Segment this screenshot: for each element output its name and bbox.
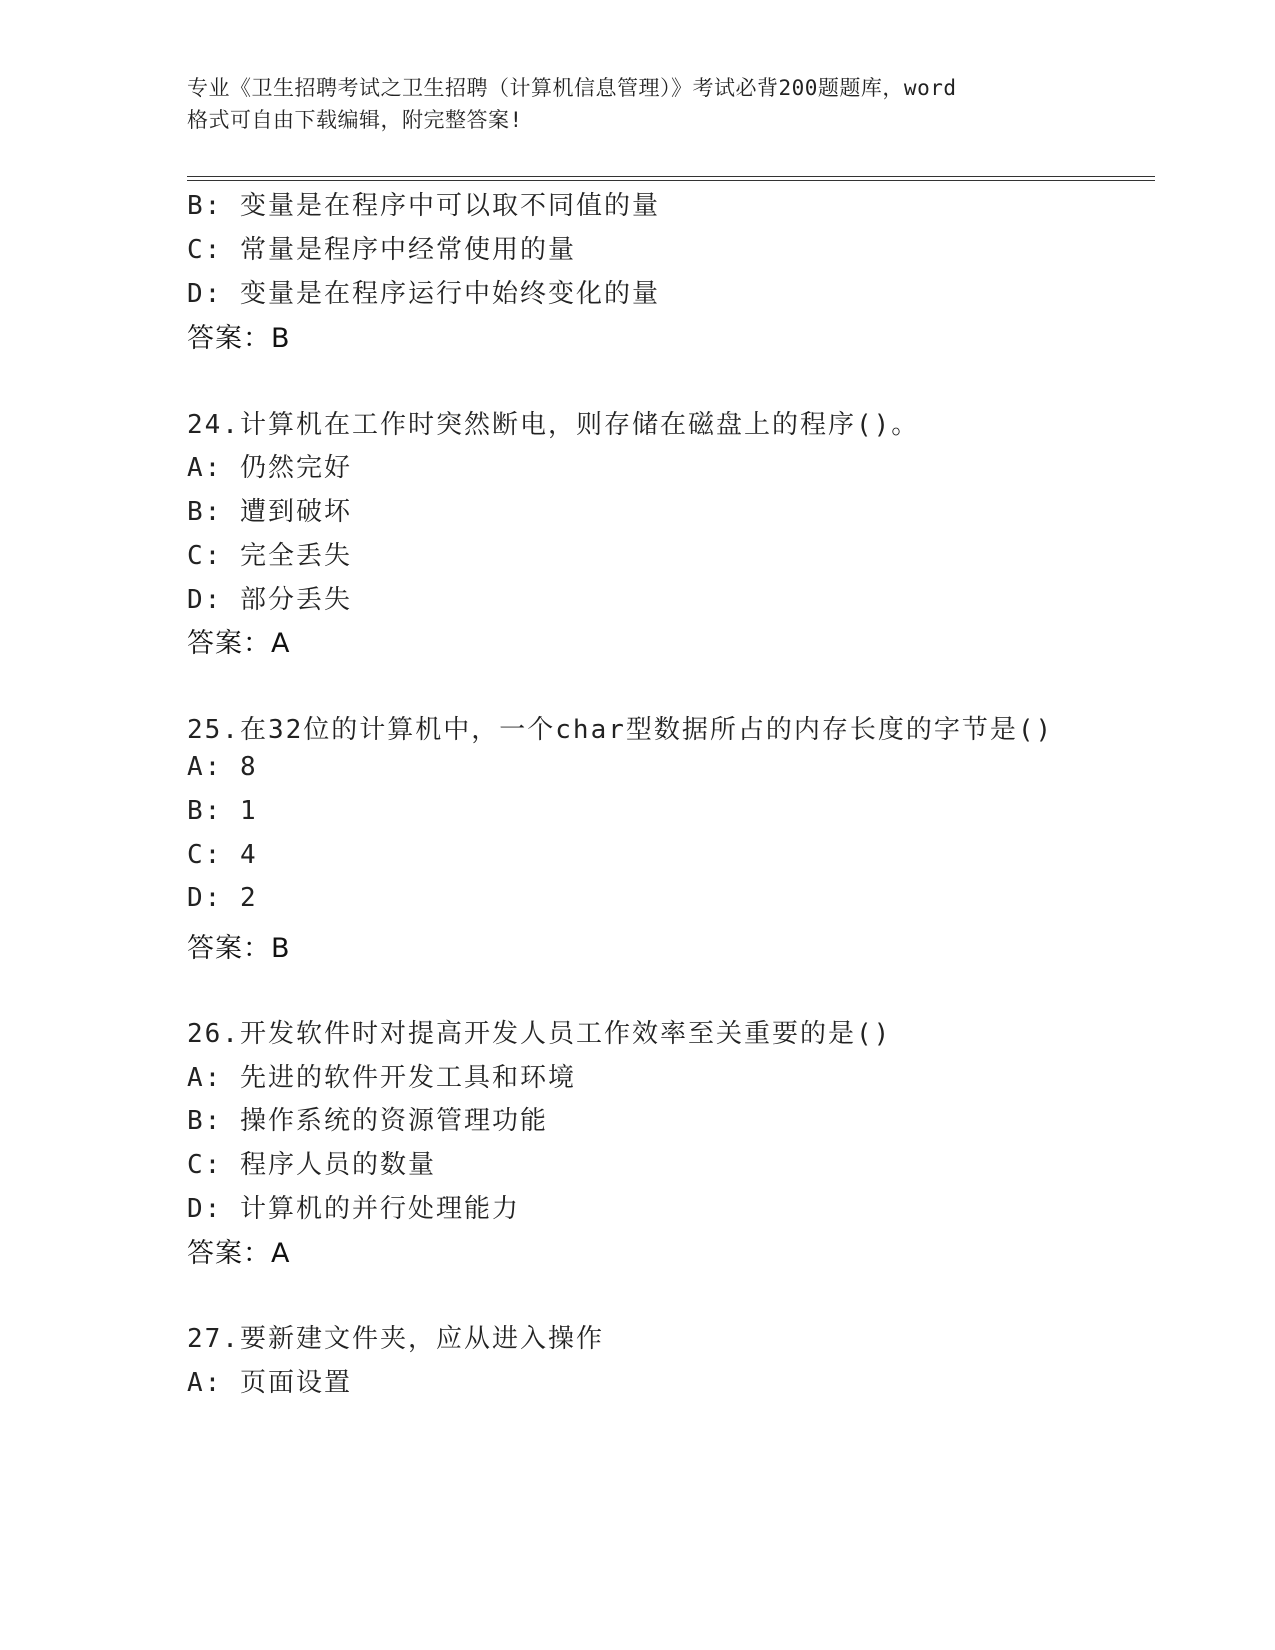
q26-answer: 答案：A (187, 1238, 291, 1269)
q26-option-a: A: 先进的软件开发工具和环境 (187, 1063, 576, 1093)
header-title-line-1: 专业《卫生招聘考试之卫生招聘（计算机信息管理）》考试必背200题题库，word (187, 76, 957, 100)
q26-option-c: C: 程序人员的数量 (187, 1150, 436, 1180)
q24-question: 24.计算机在工作时突然断电，则存储在磁盘上的程序()。 (187, 410, 920, 440)
q24-option-a: A: 仍然完好 (187, 453, 352, 483)
q25-option-c: C: 4 (187, 840, 258, 870)
q27-question: 27.要新建文件夹，应从进入操作 (187, 1324, 604, 1354)
q23-option-b: B: 变量是在程序中可以取不同值的量 (187, 191, 660, 221)
q26-option-d: D: 计算机的并行处理能力 (187, 1194, 520, 1224)
q25-answer: 答案：B (187, 933, 291, 964)
q24-option-c: C: 完全丢失 (187, 541, 352, 571)
q24-option-d: D: 部分丢失 (187, 585, 352, 615)
q25-question: 25.在32位的计算机中，一个char型数据所占的内存长度的字节是() (187, 715, 1054, 745)
header-title-line-2: 格式可自由下载编辑，附完整答案! (187, 108, 523, 132)
q23-option-c: C: 常量是程序中经常使用的量 (187, 235, 576, 265)
q24-answer: 答案：A (187, 628, 291, 659)
header-divider (187, 176, 1155, 181)
q27-option-a: A: 页面设置 (187, 1368, 352, 1398)
q24-option-b: B: 遭到破坏 (187, 497, 352, 527)
q23-option-d: D: 变量是在程序运行中始终变化的量 (187, 279, 660, 309)
q26-question: 26.开发软件时对提高开发人员工作效率至关重要的是() (187, 1019, 892, 1049)
q25-option-d: D: 2 (187, 883, 258, 913)
q25-option-a: A: 8 (187, 752, 258, 782)
q25-option-b: B: 1 (187, 796, 258, 826)
q26-option-b: B: 操作系统的资源管理功能 (187, 1106, 548, 1136)
q23-answer: 答案：B (187, 323, 291, 354)
document-header (187, 72, 1087, 136)
